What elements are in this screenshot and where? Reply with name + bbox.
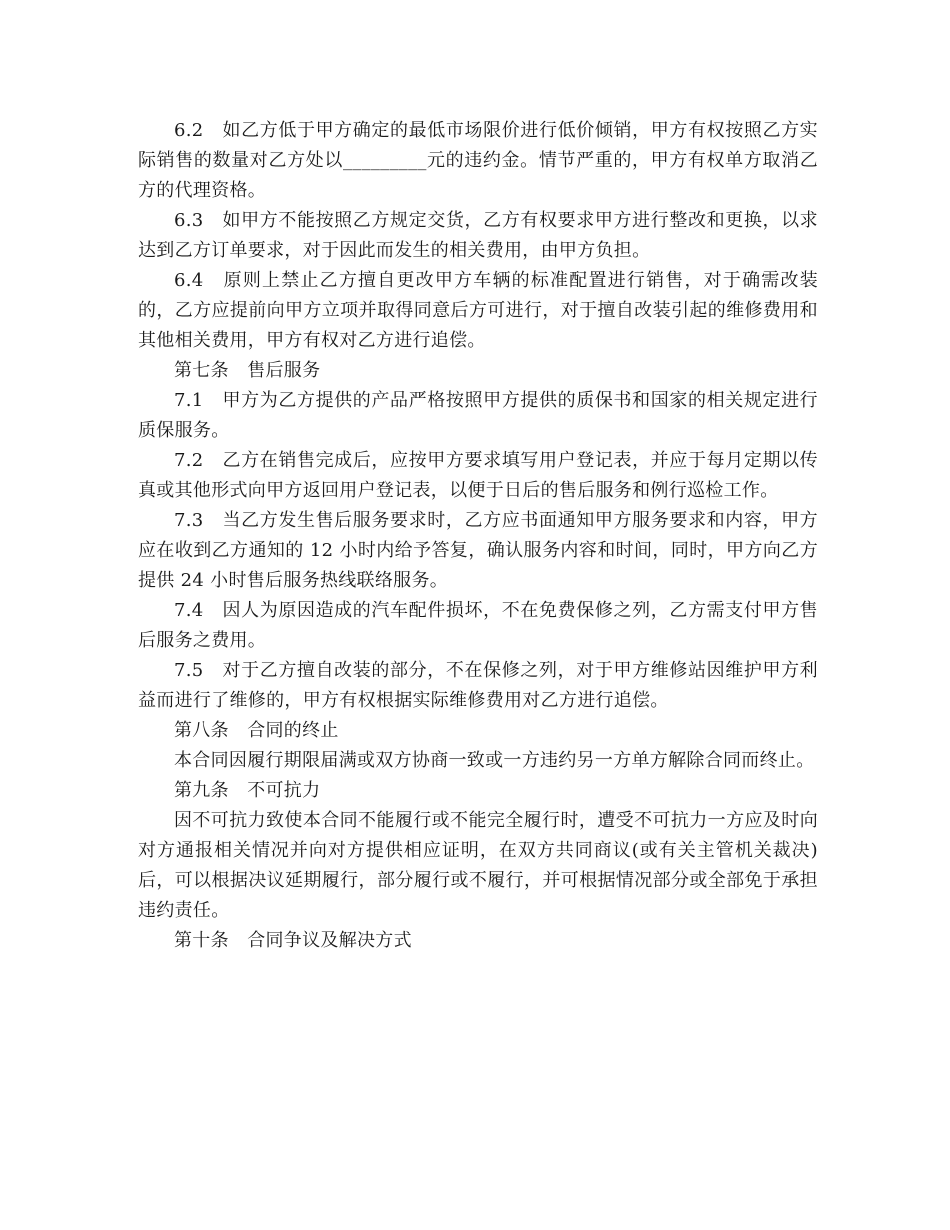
- article-8-heading: 第八条 合同的终止: [174, 720, 339, 741]
- article-7-heading: 第七条 售后服务: [174, 360, 321, 381]
- article-10-heading: 第十条 合同争议及解决方式: [174, 930, 412, 951]
- clause-7-1: 7.1 甲方为乙方提供的产品严格按照甲方提供的质保书和国家的相关规定进行质保服务。: [138, 390, 818, 441]
- article-9-text: 因不可抗力致使本合同不能履行或不能完全履行时，遭受不可抗力一方应及时向对方通报相关情况并向对方提供相应证明，在双方共同商议(或有关主管机关裁决)后，可以根据决议延期履行，部分履行或不履行，并可根据情况部分或全部免于承担违约责任。: [138, 810, 818, 921]
- clause-6-4: 6.4 原则上禁止乙方擅自更改甲方车辆的标准配置进行销售，对于确需改装的，乙方应提前向甲方立项并取得同意后方可进行，对于擅自改装引起的维修费用和其他相关费用，甲方有权对乙方进行追偿。: [138, 270, 818, 351]
- clause-7-4: 7.4 因人为原因造成的汽车配件损坏，不在免费保修之列，乙方需支付甲方售后服务之费用。: [138, 600, 818, 651]
- contract-body: [138, 116, 818, 956]
- article-9-heading: 第九条 不可抗力: [174, 780, 321, 801]
- clause-7-5: 7.5 对于乙方擅自改装的部分，不在保修之列，对于甲方维修站因维护甲方利益而进行了维修的，甲方有权根据实际维修费用对乙方进行追偿。: [138, 660, 818, 711]
- article-8-text: 本合同因履行期限届满或双方协商一致或一方违约另一方单方解除合同而终止。: [174, 750, 815, 771]
- clause-7-2: 7.2 乙方在销售完成后，应按甲方要求填写用户登记表，并应于每月定期以传真或其他形式向甲方返回用户登记表，以便于日后的售后服务和例行巡检工作。: [138, 450, 818, 501]
- clause-6-2: 6.2 如乙方低于甲方确定的最低市场限价进行低价倾销，甲方有权按照乙方实际销售的数量对乙方处以_________元的违约金。情节严重的，甲方有权单方取消乙方的代理资格。: [138, 120, 818, 201]
- clause-6-3: 6.3 如甲方不能按照乙方规定交货，乙方有权要求甲方进行整改和更换，以求达到乙方订单要求，对于因此而发生的相关费用，由甲方负担。: [138, 210, 818, 261]
- clause-7-3: 7.3 当乙方发生售后服务要求时，乙方应书面通知甲方服务要求和内容，甲方应在收到乙方通知的 12 小时内给予答复，确认服务内容和时间，同时，甲方向乙方提供 24 小时售后服务热线联络服务。: [138, 510, 818, 591]
